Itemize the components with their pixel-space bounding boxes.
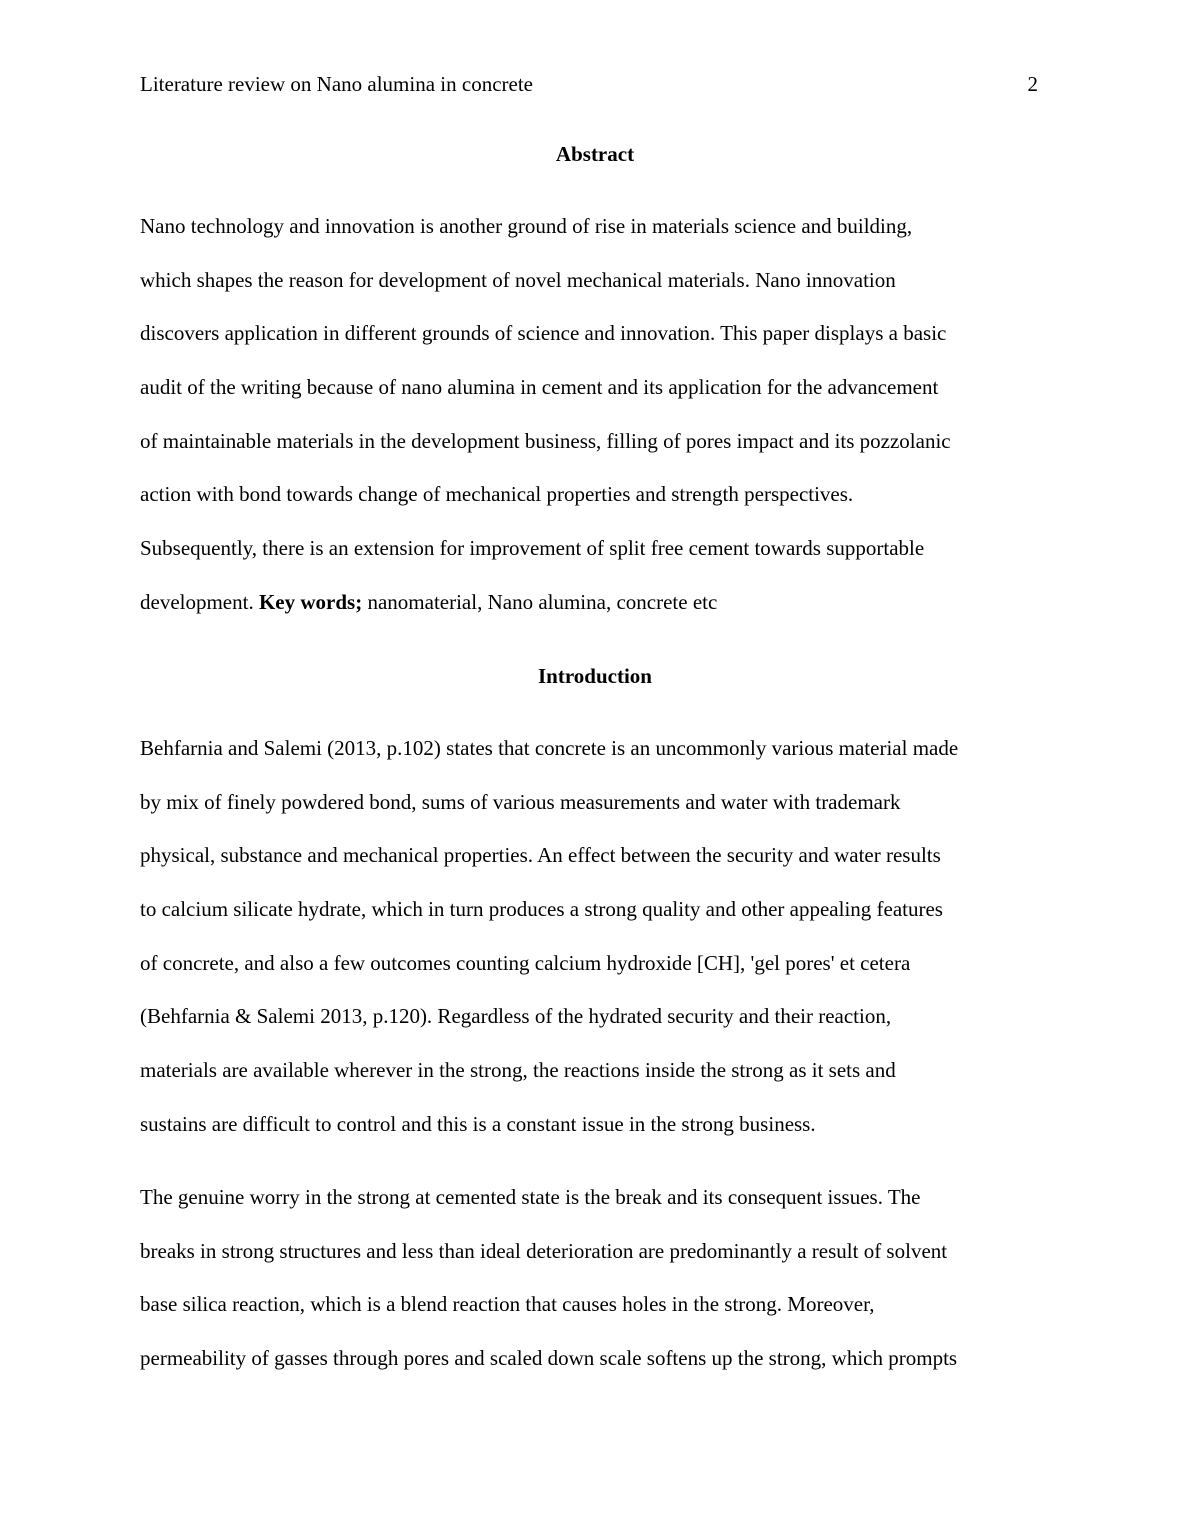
intro-p1-line: of concrete, and also a few outcomes counting calcium hydroxide [CH], 'gel pores' et cetera [140, 950, 911, 975]
intro-p2-line: permeability of gasses through pores and scaled down scale softens up the strong, which prompts [140, 1346, 958, 1371]
introduction-paragraph-2 [140, 1171, 1060, 1386]
introduction-heading: Introduction [538, 664, 652, 688]
page-number: 2 [1027, 72, 1038, 96]
abstract-paragraph [140, 200, 1060, 630]
keywords-text: nanomaterial, Nano alumina, concrete etc [362, 589, 718, 614]
abstract-last-line [140, 576, 1060, 630]
intro-p2-line: breaks in strong structures and less than ideal deterioration are predominantly a result of solvent [140, 1238, 948, 1263]
intro-p1-line: (Behfarnia & Salemi 2013, p.120). Regardless of the hydrated security and their reaction, [140, 1004, 892, 1029]
intro-p1-line: physical, substance and mechanical properties. An effect between the security and water results [140, 843, 941, 868]
intro-p1-line: to calcium silicate hydrate, which in turn produces a strong quality and other appealing features [140, 897, 943, 922]
abstract-heading: Abstract [555, 142, 635, 166]
running-header [140, 68, 1038, 100]
running-title: Literature review on Nano alumina in concrete [140, 72, 533, 96]
intro-p1-line: Behfarnia and Salemi (2013, p.102) states that concrete is an uncommonly various material made [140, 736, 959, 760]
abstract-line: Nano technology and innovation is another ground of rise in materials science and building, [140, 214, 913, 238]
intro-p2-line: The genuine worry in the strong at cemented state is the break and its consequent issues. The [140, 1185, 921, 1209]
abstract-line: audit of the writing because of nano alumina in cement and its application for the advancement [140, 375, 939, 400]
abstract-line: action with bond towards change of mechanical properties and strength perspectives. [140, 482, 854, 507]
abstract-line: of maintainable materials in the development business, filling of pores impact and its pozzolanic [140, 428, 951, 453]
intro-p1-line: sustains are difficult to control and this is a constant issue in the strong business. [140, 1111, 816, 1136]
keywords-label: Key words; [258, 589, 363, 614]
abstract-line: discovers application in different grounds of science and innovation. This paper displays a basic [140, 321, 947, 346]
abstract-last-line-start: development. [140, 589, 259, 614]
intro-p1-line: by mix of finely powdered bond, sums of various measurements and water with trademark [140, 789, 901, 814]
intro-p1-line: materials are available wherever in the strong, the reactions inside the strong as it sets and [140, 1058, 896, 1083]
abstract-line: Subsequently, there is an extension for improvement of split free cement towards supportable [140, 536, 925, 561]
intro-p2-line: base silica reaction, which is a blend reaction that causes holes in the strong. Moreover, [140, 1292, 875, 1317]
abstract-line: which shapes the reason for development of novel mechanical materials. Nano innovation [140, 267, 896, 292]
introduction-paragraph-1 [140, 722, 1060, 1152]
